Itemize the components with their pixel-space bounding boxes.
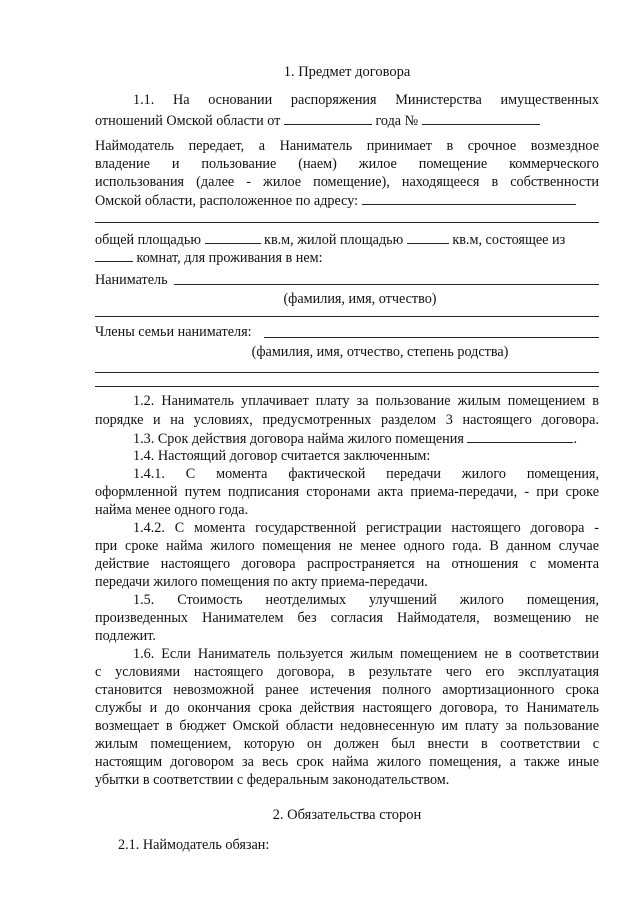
paragraph-1-4-1-line-2: оформленной путем подписания сторонами акта приема-передачи, - при сроке — [95, 484, 599, 500]
family-line-2[interactable] — [95, 372, 599, 373]
family-label: Члены семьи нанимателя: — [95, 324, 252, 340]
paragraph-1-4-2-line-3: действие настоящего договора распространяется на отношения с момента — [95, 556, 599, 572]
paragraph-1-6-line-1: 1.6. Если Наниматель пользуется жилым помещением не в соответствии — [133, 646, 599, 662]
tenant-name-line[interactable] — [174, 284, 599, 285]
paragraph-1-6-line-6: жилым помещением, которую он должен был внести в соответствии с — [95, 736, 599, 752]
rooms-line — [95, 247, 599, 268]
paragraph-1-5-line-2: произведенных Нанимателем без согласия Наймодателя, возмещению не — [95, 610, 599, 626]
paragraph-1-6-line-4: службы и до окончания срока действия настоящего договора, то Наниматель — [95, 700, 599, 716]
section-2-title: 2. Обязательства сторон — [272, 807, 422, 823]
total-area-blank[interactable] — [205, 229, 261, 244]
paragraph-1-6-line-2: с условиями настоящего договора, в результате чего его эксплуатация — [95, 664, 599, 680]
address-label: Омской области, расположенное по адресу: — [95, 193, 359, 209]
paragraph-1-5-line-1: 1.5. Стоимость неотделимых улучшений жилого помещения, — [133, 592, 599, 608]
tenant-label: Наниматель — [95, 272, 168, 288]
family-caption: (фамилия, имя, отчество, степень родства) — [251, 344, 509, 360]
section-1-title: 1. Предмет договора — [283, 64, 411, 80]
family-line-3[interactable] — [95, 386, 599, 387]
goda-label: года № — [375, 113, 419, 129]
paragraph-1-4-1-line-3: найма менее одного года. — [95, 502, 249, 518]
paragraph-1-1-cont-line-1: Наймодатель передает, а Наниматель принимает в срочное возмездное — [95, 138, 599, 154]
family-line-1[interactable] — [264, 337, 599, 338]
rooms-blank[interactable] — [95, 247, 133, 262]
paragraph-1-1-cont-line-2: владение и пользование (наем) жилое помещение коммерческого — [95, 156, 599, 172]
paragraph-1-4: 1.4. Настоящий договор считается заключенным: — [133, 448, 431, 464]
paragraph-1-4-1-line-1: 1.4.1. С момента фактической передачи жилого помещения, — [133, 466, 599, 482]
paragraph-1-1-line-1: 1.1. На основании распоряжения Министерства имущественных — [133, 92, 599, 108]
paragraph-1-1-text: отношений Омской области от — [95, 113, 281, 129]
number-blank[interactable] — [422, 110, 540, 125]
paragraph-1-6-line-5: возмещает в бюджет Омской области недовнесенную им плату за пользование — [95, 718, 599, 734]
paragraph-1-3-text: 1.3. Срок действия договора найма жилого помещения — [133, 431, 464, 447]
paragraph-1-4-2-line-2: при сроке найма жилого помещения не менее одного года. В данном случае — [95, 538, 599, 554]
paragraph-1-1-line-2 — [95, 110, 599, 131]
paragraph-1-5-line-3: подлежит. — [95, 628, 156, 644]
rooms-text: комнат, для проживания в нем: — [136, 250, 323, 266]
paragraph-1-1-cont-line-4 — [95, 190, 599, 211]
tenant-line-2[interactable] — [95, 316, 599, 317]
paragraph-2-1: 2.1. Наймодатель обязан: — [118, 837, 270, 853]
paragraph-1-3: 1.3. Срок действия договора найма жилого помещения . — [133, 428, 599, 449]
paragraph-1-4-2-line-4: передачи жилого помещения по акту приема-передачи. — [95, 574, 428, 590]
term-blank[interactable] — [467, 428, 573, 443]
paragraph-1-6-line-3: становится невозможной ранее истечения полного амортизационного срока — [95, 682, 599, 698]
paragraph-1-6-line-8: убытки в соответствии с федеральным законодательством. — [95, 772, 450, 788]
rooms-label: кв.м, состоящее из — [452, 232, 566, 248]
paragraph-1-4-2-line-1: 1.4.2. С момента государственной регистрации настоящего договора - — [133, 520, 599, 536]
total-area-label: общей площадью — [95, 232, 201, 248]
date-blank[interactable] — [284, 110, 372, 125]
living-area-label: кв.м, жилой площадью — [264, 232, 404, 248]
address-line-2[interactable] — [95, 222, 599, 223]
paragraph-1-1-cont-line-3: использования (далее - жилое помещение), находящееся в собственности — [95, 174, 599, 190]
paragraph-1-2-line-2: порядке и на условиях, предусмотренных разделом 3 настоящего договора. — [95, 412, 599, 428]
tenant-caption: (фамилия, имя, отчество) — [283, 291, 437, 307]
address-blank[interactable] — [362, 190, 576, 205]
living-area-blank[interactable] — [407, 229, 449, 244]
paragraph-1-2-line-1: 1.2. Наниматель уплачивает плату за пользование жилым помещением в — [133, 393, 599, 409]
paragraph-1-6-line-7: настоящим договором за весь срок найма жилого помещения, а также иные — [95, 754, 599, 770]
